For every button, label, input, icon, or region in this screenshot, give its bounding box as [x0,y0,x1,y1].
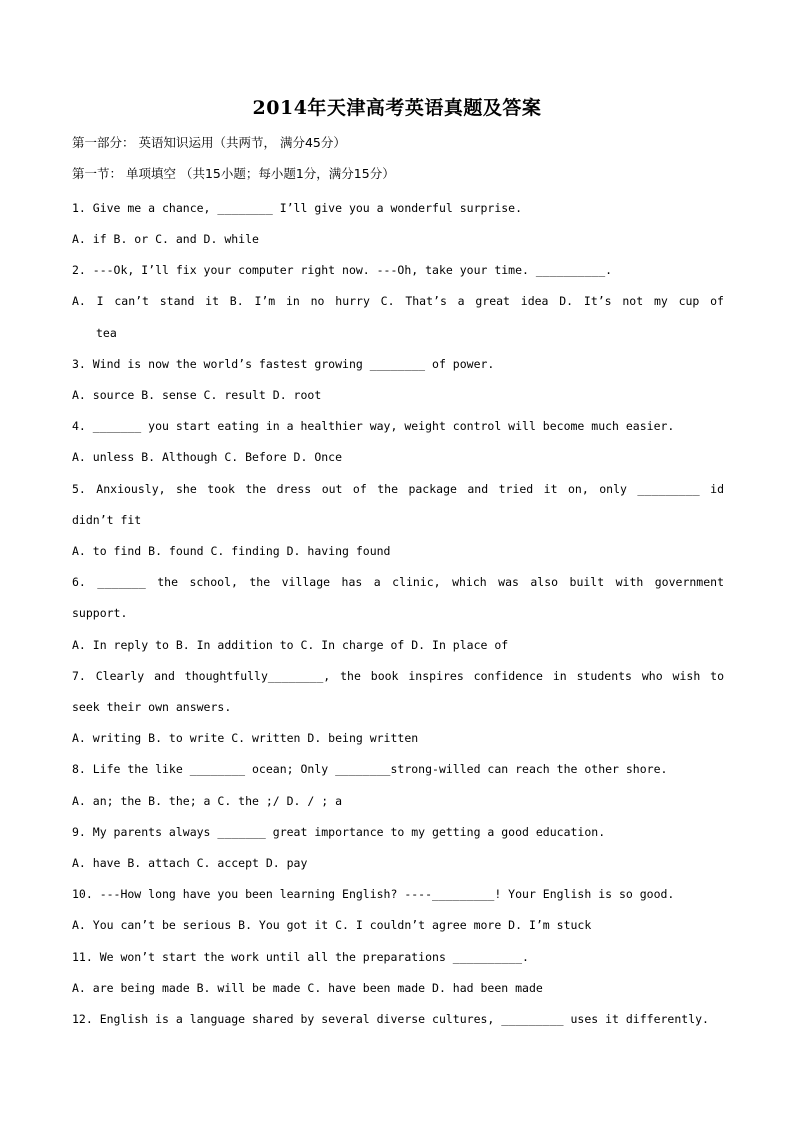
question-6-options: A. In reply to B. In addition to C. In charge of D. In place of [72,638,509,652]
question-4-options: A. unless B. Although C. Before D. Once [72,450,343,464]
question-12: 12. English is a language shared by several diverse cultures, _________ uses it differently. [72,1012,709,1026]
question-8: 8. Life the like ________ ocean; Only ________strong-willed can reach the other shore. [72,762,668,776]
question-2: 2. ---Ok, I’ll fix your computer right now. ---Oh, take your time. __________. [72,263,613,277]
question-10: 10. ---How long have you been learning English? ----_________! Your English is so good. [72,887,675,901]
question-10-options: A. You can’t be serious B. You got it C. I couldn’t agree more D. I’m stuck [72,918,592,932]
question-3-options: A. source B. sense C. result D. root [72,388,322,402]
question-7-options: A. writing B. to write C. written D. being written [72,731,419,745]
question-7-cont: seek their own answers. [72,700,232,714]
question-11: 11. We won’t start the work until all the preparations __________. [72,950,529,964]
question-8-options: A. an; the B. the; a C. the ;/ D. / ; a [72,794,343,808]
question-7: 7. Clearly and thoughtfully________, the book inspires confidence in students who wish to [72,669,724,683]
question-4: 4. _______ you start eating in a healthier way, weight control will become much easier. [72,419,675,433]
question-6-cont: support. [72,606,128,620]
question-9: 9. My parents always _______ great importance to my getting a good education. [72,825,606,839]
question-3: 3. Wind is now the world’s fastest growing ________ of power. [72,357,495,371]
section-heading: 第一节： 单项填空 （共15小题；每小题1分，满分15分） [72,166,395,181]
question-5: 5. Anxiously, she took the dress out of the package and tried it on, only _________ id [72,482,724,496]
question-2-options-cont: tea [96,326,117,340]
question-9-options: A. have B. attach C. accept D. pay [72,856,308,870]
part-heading: 第一部分： 英语知识运用（共两节， 满分45分） [72,135,346,150]
question-11-options: A. are being made B. will be made C. have been made D. had been made [72,981,543,995]
question-5-options: A. to find B. found C. finding D. having found [72,544,391,558]
page-title: 2014年天津高考英语真题及答案 [252,97,542,119]
question-1-options: A. if B. or C. and D. while [72,232,259,246]
question-6: 6. _______ the school, the village has a clinic, which was also built with government [72,575,724,589]
question-2-options: A. I can’t stand it B. I’m in no hurry C. That’s a great idea D. It’s not my cup of [72,294,724,308]
question-5-cont: didn’t fit [72,513,142,527]
question-1: 1. Give me a chance, ________ I’ll give you a wonderful surprise. [72,201,523,215]
